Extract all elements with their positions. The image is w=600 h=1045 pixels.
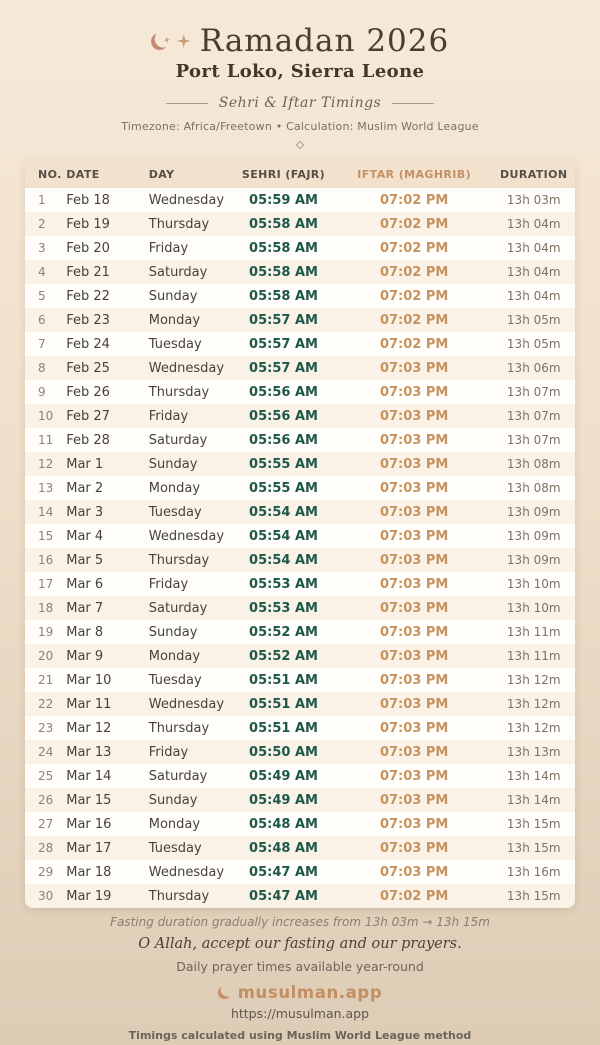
row-duration: 13h 07m — [506, 409, 561, 423]
row-number: 22 — [38, 697, 54, 711]
timezone-calculation-meta: Timezone: Africa/Freetown • Calculation: Muslim World League — [121, 120, 479, 133]
table-row — [25, 404, 575, 428]
fasting-duration-note: Fasting duration gradually increases from 13h 03m → 13h 15m — [110, 915, 490, 929]
row-day: Saturday — [148, 264, 208, 280]
row-date: Mar 19 — [66, 888, 112, 904]
row-sehri-time: 05:48 AM — [249, 840, 318, 856]
row-day: Wednesday — [148, 528, 225, 544]
row-sehri-time: 05:47 AM — [249, 888, 318, 904]
row-sehri-time: 05:55 AM — [249, 456, 318, 472]
row-sehri-time: 05:58 AM — [249, 240, 318, 256]
row-date: Mar 13 — [66, 744, 112, 760]
row-sehri-time: 05:56 AM — [249, 408, 318, 424]
row-iftar-time: 07:03 PM — [379, 744, 449, 760]
row-sehri-time: 05:59 AM — [249, 192, 318, 208]
diamond-separator-icon — [296, 141, 304, 149]
row-iftar-time: 07:03 PM — [379, 792, 449, 808]
row-date: Mar 10 — [66, 672, 112, 688]
brand-url-link[interactable]: https://musulman.app — [230, 1006, 370, 1021]
row-duration: 13h 09m — [506, 505, 561, 519]
row-duration: 13h 15m — [506, 817, 561, 831]
row-iftar-time: 07:03 PM — [379, 768, 449, 784]
row-number: 3 — [38, 241, 46, 255]
table-row — [25, 572, 575, 596]
row-date: Mar 9 — [66, 648, 104, 664]
row-iftar-time: 07:03 PM — [379, 720, 449, 736]
row-number: 26 — [38, 793, 54, 807]
row-duration: 13h 04m — [506, 265, 561, 279]
row-date: Feb 20 — [66, 240, 110, 256]
row-duration: 13h 10m — [506, 577, 561, 591]
row-day: Monday — [148, 648, 201, 664]
row-duration: 13h 12m — [506, 721, 561, 735]
row-day: Monday — [148, 816, 201, 832]
row-number: 2 — [38, 217, 46, 231]
row-sehri-time: 05:56 AM — [249, 384, 318, 400]
row-sehri-time: 05:53 AM — [249, 576, 318, 592]
row-date: Feb 25 — [66, 360, 110, 376]
row-day: Thursday — [148, 720, 210, 736]
table-row — [25, 428, 575, 452]
row-sehri-time: 05:49 AM — [249, 792, 318, 808]
row-number: 25 — [38, 769, 54, 783]
row-day: Friday — [148, 576, 189, 592]
table-row — [25, 380, 575, 404]
table-row — [25, 452, 575, 476]
row-date: Feb 21 — [66, 264, 110, 280]
title-row — [0, 22, 600, 60]
table-row — [25, 812, 575, 836]
row-number: 17 — [38, 577, 54, 591]
row-date: Mar 6 — [66, 576, 104, 592]
row-date: Mar 4 — [66, 528, 104, 544]
table-row — [25, 764, 575, 788]
row-sehri-time: 05:56 AM — [249, 432, 318, 448]
row-sehri-time: 05:52 AM — [249, 624, 318, 640]
row-duration: 13h 04m — [506, 241, 561, 255]
row-date: Mar 1 — [66, 456, 104, 472]
row-duration: 13h 13m — [506, 745, 561, 759]
row-number: 8 — [38, 361, 46, 375]
row-date: Mar 8 — [66, 624, 104, 640]
dua-text: O Allah, accept our fasting and our prayers. — [138, 936, 462, 952]
row-date: Feb 24 — [66, 336, 110, 352]
row-date: Feb 23 — [66, 312, 110, 328]
table-row — [25, 884, 575, 908]
row-iftar-time: 07:03 PM — [379, 624, 449, 640]
row-number: 18 — [38, 601, 54, 615]
availability-note: Daily prayer times available year-round — [176, 959, 424, 974]
row-date: Feb 18 — [66, 192, 110, 208]
row-duration: 13h 12m — [506, 673, 561, 687]
row-duration: 13h 05m — [506, 337, 561, 351]
section-subtitle-row — [0, 95, 600, 111]
four-pointed-star-icon — [177, 34, 191, 48]
row-duration: 13h 14m — [506, 769, 561, 783]
table-row — [25, 332, 575, 356]
row-number: 21 — [38, 673, 54, 687]
row-day: Monday — [148, 480, 201, 496]
row-iftar-time: 07:03 PM — [379, 408, 449, 424]
row-duration: 13h 07m — [506, 433, 561, 447]
row-sehri-time: 05:54 AM — [249, 552, 318, 568]
row-iftar-time: 07:03 PM — [379, 840, 449, 856]
row-number: 7 — [38, 337, 46, 351]
row-day: Wednesday — [148, 192, 225, 208]
row-duration: 13h 15m — [506, 841, 561, 855]
row-sehri-time: 05:49 AM — [249, 768, 318, 784]
table-row — [25, 644, 575, 668]
row-number: 20 — [38, 649, 54, 663]
row-day: Saturday — [148, 768, 208, 784]
calculation-method-note: Timings calculated using Muslim World League method — [128, 1029, 472, 1042]
row-day: Tuesday — [148, 336, 202, 352]
row-sehri-time: 05:47 AM — [249, 864, 318, 880]
row-day: Sunday — [148, 792, 198, 808]
table-row — [25, 308, 575, 332]
row-duration: 13h 11m — [506, 625, 561, 639]
row-number: 12 — [38, 457, 54, 471]
row-number: 19 — [38, 625, 54, 639]
row-iftar-time: 07:02 PM — [379, 888, 449, 904]
row-day: Sunday — [148, 456, 198, 472]
row-iftar-time: 07:03 PM — [379, 360, 449, 376]
table-row — [25, 860, 575, 884]
table-row — [25, 236, 575, 260]
row-date: Feb 22 — [66, 288, 110, 304]
row-day: Sunday — [148, 288, 198, 304]
row-duration: 13h 05m — [506, 313, 561, 327]
row-number: 11 — [38, 433, 54, 447]
row-date: Mar 17 — [66, 840, 112, 856]
row-date: Feb 28 — [66, 432, 110, 448]
row-date: Mar 5 — [66, 552, 104, 568]
table-row — [25, 212, 575, 236]
row-day: Monday — [148, 312, 201, 328]
row-iftar-time: 07:03 PM — [379, 528, 449, 544]
row-duration: 13h 11m — [506, 649, 561, 663]
row-duration: 13h 08m — [506, 457, 561, 471]
row-number: 5 — [38, 289, 46, 303]
row-iftar-time: 07:02 PM — [379, 312, 449, 328]
brand-row — [0, 983, 600, 1002]
row-iftar-time: 07:02 PM — [379, 288, 449, 304]
row-date: Mar 11 — [66, 696, 112, 712]
row-day: Thursday — [148, 888, 210, 904]
row-sehri-time: 05:53 AM — [249, 600, 318, 616]
row-iftar-time: 07:03 PM — [379, 552, 449, 568]
timings-table-header — [25, 160, 575, 188]
row-number: 6 — [38, 313, 46, 327]
row-duration: 13h 04m — [506, 217, 561, 231]
divider-line-left — [166, 103, 208, 104]
row-date: Mar 12 — [66, 720, 112, 736]
table-row — [25, 620, 575, 644]
row-iftar-time: 07:03 PM — [379, 504, 449, 520]
row-date: Feb 27 — [66, 408, 110, 424]
row-day: Saturday — [148, 600, 208, 616]
row-day: Wednesday — [148, 696, 225, 712]
page-footer — [0, 915, 600, 1042]
row-sehri-time: 05:55 AM — [249, 480, 318, 496]
row-number: 14 — [38, 505, 54, 519]
column-header-no: NO. — [38, 167, 62, 181]
table-row — [25, 716, 575, 740]
row-iftar-time: 07:03 PM — [379, 864, 449, 880]
row-day: Saturday — [148, 432, 208, 448]
row-number: 4 — [38, 265, 46, 279]
row-sehri-time: 05:58 AM — [249, 264, 318, 280]
table-row — [25, 476, 575, 500]
row-iftar-time: 07:03 PM — [379, 432, 449, 448]
row-duration: 13h 12m — [506, 697, 561, 711]
row-date: Mar 18 — [66, 864, 112, 880]
row-number: 29 — [38, 865, 54, 879]
table-row — [25, 524, 575, 548]
table-row — [25, 692, 575, 716]
row-iftar-time: 07:03 PM — [379, 600, 449, 616]
row-sehri-time: 05:54 AM — [249, 504, 318, 520]
row-number: 1 — [38, 193, 46, 207]
row-iftar-time: 07:02 PM — [379, 264, 449, 280]
star-and-crescent-icon — [150, 31, 169, 50]
row-day: Wednesday — [148, 360, 225, 376]
table-row — [25, 284, 575, 308]
timings-card — [25, 160, 575, 908]
row-day: Sunday — [148, 624, 198, 640]
table-row — [25, 548, 575, 572]
row-iftar-time: 07:03 PM — [379, 384, 449, 400]
row-date: Mar 3 — [66, 504, 104, 520]
row-day: Thursday — [148, 216, 210, 232]
header-row — [25, 160, 575, 188]
row-day: Thursday — [148, 552, 210, 568]
row-sehri-time: 05:58 AM — [249, 288, 318, 304]
table-row — [25, 356, 575, 380]
row-day: Friday — [148, 240, 189, 256]
row-date: Feb 26 — [66, 384, 110, 400]
row-number: 24 — [38, 745, 54, 759]
row-number: 27 — [38, 817, 54, 831]
table-row — [25, 788, 575, 812]
row-duration: 13h 10m — [506, 601, 561, 615]
page-title: Ramadan 2026 — [199, 23, 450, 59]
row-iftar-time: 07:03 PM — [379, 480, 449, 496]
row-duration: 13h 07m — [506, 385, 561, 399]
row-duration: 13h 04m — [506, 289, 561, 303]
row-day: Friday — [148, 744, 189, 760]
row-duration: 13h 03m — [506, 193, 561, 207]
row-number: 28 — [38, 841, 54, 855]
row-duration: 13h 16m — [506, 865, 561, 879]
row-iftar-time: 07:02 PM — [379, 336, 449, 352]
row-number: 13 — [38, 481, 54, 495]
row-day: Thursday — [148, 384, 210, 400]
row-duration: 13h 08m — [506, 481, 561, 495]
row-date: Mar 14 — [66, 768, 112, 784]
row-sehri-time: 05:57 AM — [249, 312, 318, 328]
row-duration: 13h 09m — [506, 529, 561, 543]
row-number: 15 — [38, 529, 54, 543]
row-duration: 13h 09m — [506, 553, 561, 567]
row-iftar-time: 07:03 PM — [379, 672, 449, 688]
row-iftar-time: 07:03 PM — [379, 576, 449, 592]
row-number: 30 — [38, 889, 54, 903]
row-iftar-time: 07:03 PM — [379, 816, 449, 832]
table-row — [25, 500, 575, 524]
column-header-day: DAY — [148, 167, 175, 181]
row-sehri-time: 05:48 AM — [249, 816, 318, 832]
row-sehri-time: 05:51 AM — [249, 696, 318, 712]
divider-line-right — [392, 103, 434, 104]
row-sehri-time: 05:52 AM — [249, 648, 318, 664]
row-day: Tuesday — [148, 504, 202, 520]
row-date: Mar 15 — [66, 792, 112, 808]
row-iftar-time: 07:02 PM — [379, 216, 449, 232]
row-sehri-time: 05:58 AM — [249, 216, 318, 232]
row-number: 9 — [38, 385, 46, 399]
table-row — [25, 260, 575, 284]
row-sehri-time: 05:54 AM — [249, 528, 318, 544]
crescent-moon-icon — [217, 985, 232, 1000]
row-sehri-time: 05:51 AM — [249, 720, 318, 736]
row-date: Mar 7 — [66, 600, 104, 616]
row-number: 16 — [38, 553, 54, 567]
row-iftar-time: 07:02 PM — [379, 192, 449, 208]
row-sehri-time: 05:57 AM — [249, 336, 318, 352]
row-duration: 13h 14m — [506, 793, 561, 807]
row-duration: 13h 06m — [506, 361, 561, 375]
row-number: 10 — [38, 409, 54, 423]
row-iftar-time: 07:03 PM — [379, 696, 449, 712]
table-row — [25, 836, 575, 860]
row-date: Mar 16 — [66, 816, 112, 832]
row-day: Friday — [148, 408, 189, 424]
table-row — [25, 740, 575, 764]
row-sehri-time: 05:51 AM — [249, 672, 318, 688]
table-row — [25, 668, 575, 692]
table-row — [25, 188, 575, 212]
row-sehri-time: 05:57 AM — [249, 360, 318, 376]
column-header-duration: DURATION — [499, 167, 568, 181]
brand-link[interactable]: musulman.app — [237, 983, 383, 1002]
timings-table — [25, 160, 575, 908]
page-header — [0, 0, 600, 148]
row-day: Tuesday — [148, 672, 202, 688]
row-date: Feb 19 — [66, 216, 110, 232]
section-subtitle: Sehri & Iftar Timings — [218, 95, 382, 111]
row-duration: 13h 15m — [506, 889, 561, 903]
row-day: Wednesday — [148, 864, 225, 880]
row-sehri-time: 05:50 AM — [249, 744, 318, 760]
row-date: Mar 2 — [66, 480, 104, 496]
location-subtitle: Port Loko, Sierra Leone — [175, 61, 425, 82]
table-row — [25, 596, 575, 620]
row-iftar-time: 07:02 PM — [379, 240, 449, 256]
row-iftar-time: 07:03 PM — [379, 648, 449, 664]
column-header-iftar: IFTAR (MAGHRIB) — [357, 167, 471, 181]
column-header-sehri: SEHRI (FAJR) — [241, 167, 326, 181]
row-number: 23 — [38, 721, 54, 735]
row-iftar-time: 07:03 PM — [379, 456, 449, 472]
crescent-star-icon — [163, 36, 170, 43]
row-day: Tuesday — [148, 840, 202, 856]
timings-table-body — [25, 188, 575, 908]
column-header-date: DATE — [66, 167, 100, 181]
